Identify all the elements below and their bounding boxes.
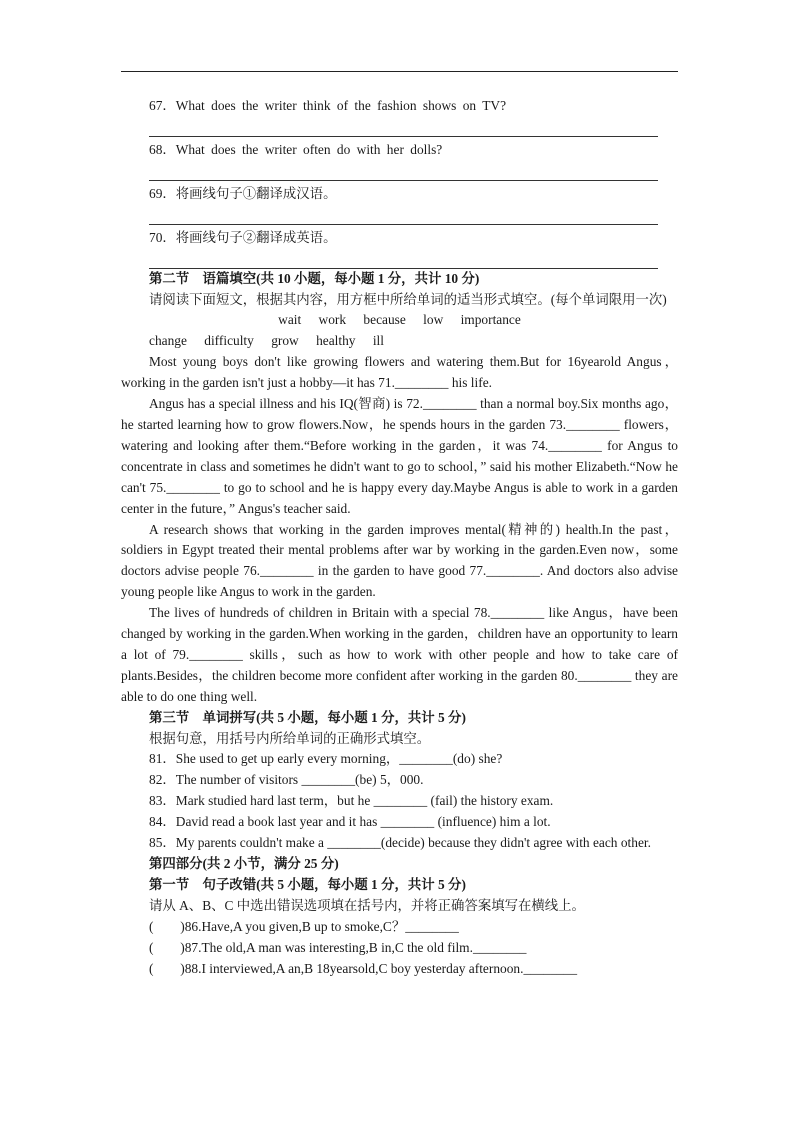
header-rule xyxy=(121,71,678,72)
question-67: 67．What does the writer think of the fashion shows on TV? xyxy=(149,98,507,113)
answer-line-67[interactable] xyxy=(149,118,658,137)
exam-content xyxy=(121,96,678,979)
word-box-row-2: change difficulty grow healthy ill xyxy=(149,333,384,349)
spelling-item-83: 83．Mark studied hard last term，but he ________ (fail) the history exam. xyxy=(149,793,554,809)
part4-section1-heading: 第一节 句子改错(共 5 小题，每小题 1 分，共计 5 分) xyxy=(149,876,466,892)
answer-line-68[interactable] xyxy=(149,162,658,181)
question-70: 70．将画线句子②翻译成英语。 xyxy=(149,229,337,245)
correction-item-88: ( )88.I interviewed,A an,B 18yearsold,C boy yesterday afternoon.________ xyxy=(149,960,578,976)
spelling-item-84: 84．David read a book last year and it has ________ (influence) him a lot. xyxy=(149,814,551,830)
spelling-item-85: 85．My parents couldn't make a ________(decide) because they didn't agree with each other. xyxy=(149,835,651,851)
passage-paragraph-3: A research shows that working in the garden improves mental(精神的) health.In the past，soldiers in Egypt treated their mental problems after war by working in the garden.Even now，some doctors advise people 76.________ in the garden to have good 77.________. And doctors also advise young people like Angus to work in the garden. xyxy=(121,521,678,600)
passage-paragraph-1: Most young boys don't like growing flowers and watering them.But for 16yearold Angus，working in the garden isn't just a hobby—it has 71.________ his life. xyxy=(121,354,678,391)
section2-instruction: 请阅读下面短文，根据其内容，用方框中所给单词的适当形式填空。(每个单词限用一次) xyxy=(149,291,667,307)
section2-heading: 第二节 语篇填空(共 10 小题，每小题 1 分，共计 10 分) xyxy=(149,270,480,286)
section3-heading: 第三节 单词拼写(共 5 小题，每小题 1 分，共计 5 分) xyxy=(149,709,466,725)
spelling-item-81: 81．She used to get up early every morning，________(do) she? xyxy=(149,751,503,767)
spelling-item-82: 82．The number of visitors ________(be) 5，000. xyxy=(149,772,424,788)
passage-paragraph-4: The lives of hundreds of children in Britain with a special 78.________ like Angus，have been changed by working in the garden.When working in the garden，children have an opportunity to learn a lot of 79.________ skills，such as how to work with other people and how to take care of plants.Besides，the children become more confident after working in the garden 80.________ they are able to do one thing well. xyxy=(121,605,678,704)
answer-line-70[interactable] xyxy=(149,250,658,269)
correction-item-87: ( )87.The old,A man was interesting,B in,C the old film.________ xyxy=(149,939,527,955)
part4-heading: 第四部分(共 2 小节，满分 25 分) xyxy=(149,856,339,871)
answer-line-69[interactable] xyxy=(149,206,658,225)
question-69: 69．将画线句子①翻译成汉语。 xyxy=(149,185,337,201)
passage-paragraph-2: Angus has a special illness and his IQ(智商) is 72.________ than a normal boy.Six months ago，he started learning how to grow flowers.Now，he spends hours in the garden 73.________ flowers，watering and looking after them.“Before working in the garden，it was 74.________ for Angus to concentrate in class and sometimes he didn't want to go to school，” said his mother Elizabeth.“Now he can't 75.________ to go to school and he is happy every day.Maybe Angus is able to work in a garden center in the future，” Angus's teacher said. xyxy=(121,396,678,516)
part4-instruction: 请从 A、B、C 中选出错误选项填在括号内，并将正确答案填写在横线上。 xyxy=(149,897,585,913)
correction-item-86: ( )86.Have,A you given,B up to smoke,C？________ xyxy=(149,918,459,934)
word-box-row-1: wait work because low importance xyxy=(278,312,521,328)
question-68: 68．What does the writer often do with her dolls? xyxy=(149,141,443,157)
section3-instruction: 根据句意，用括号内所给单词的正确形式填空。 xyxy=(149,730,431,746)
